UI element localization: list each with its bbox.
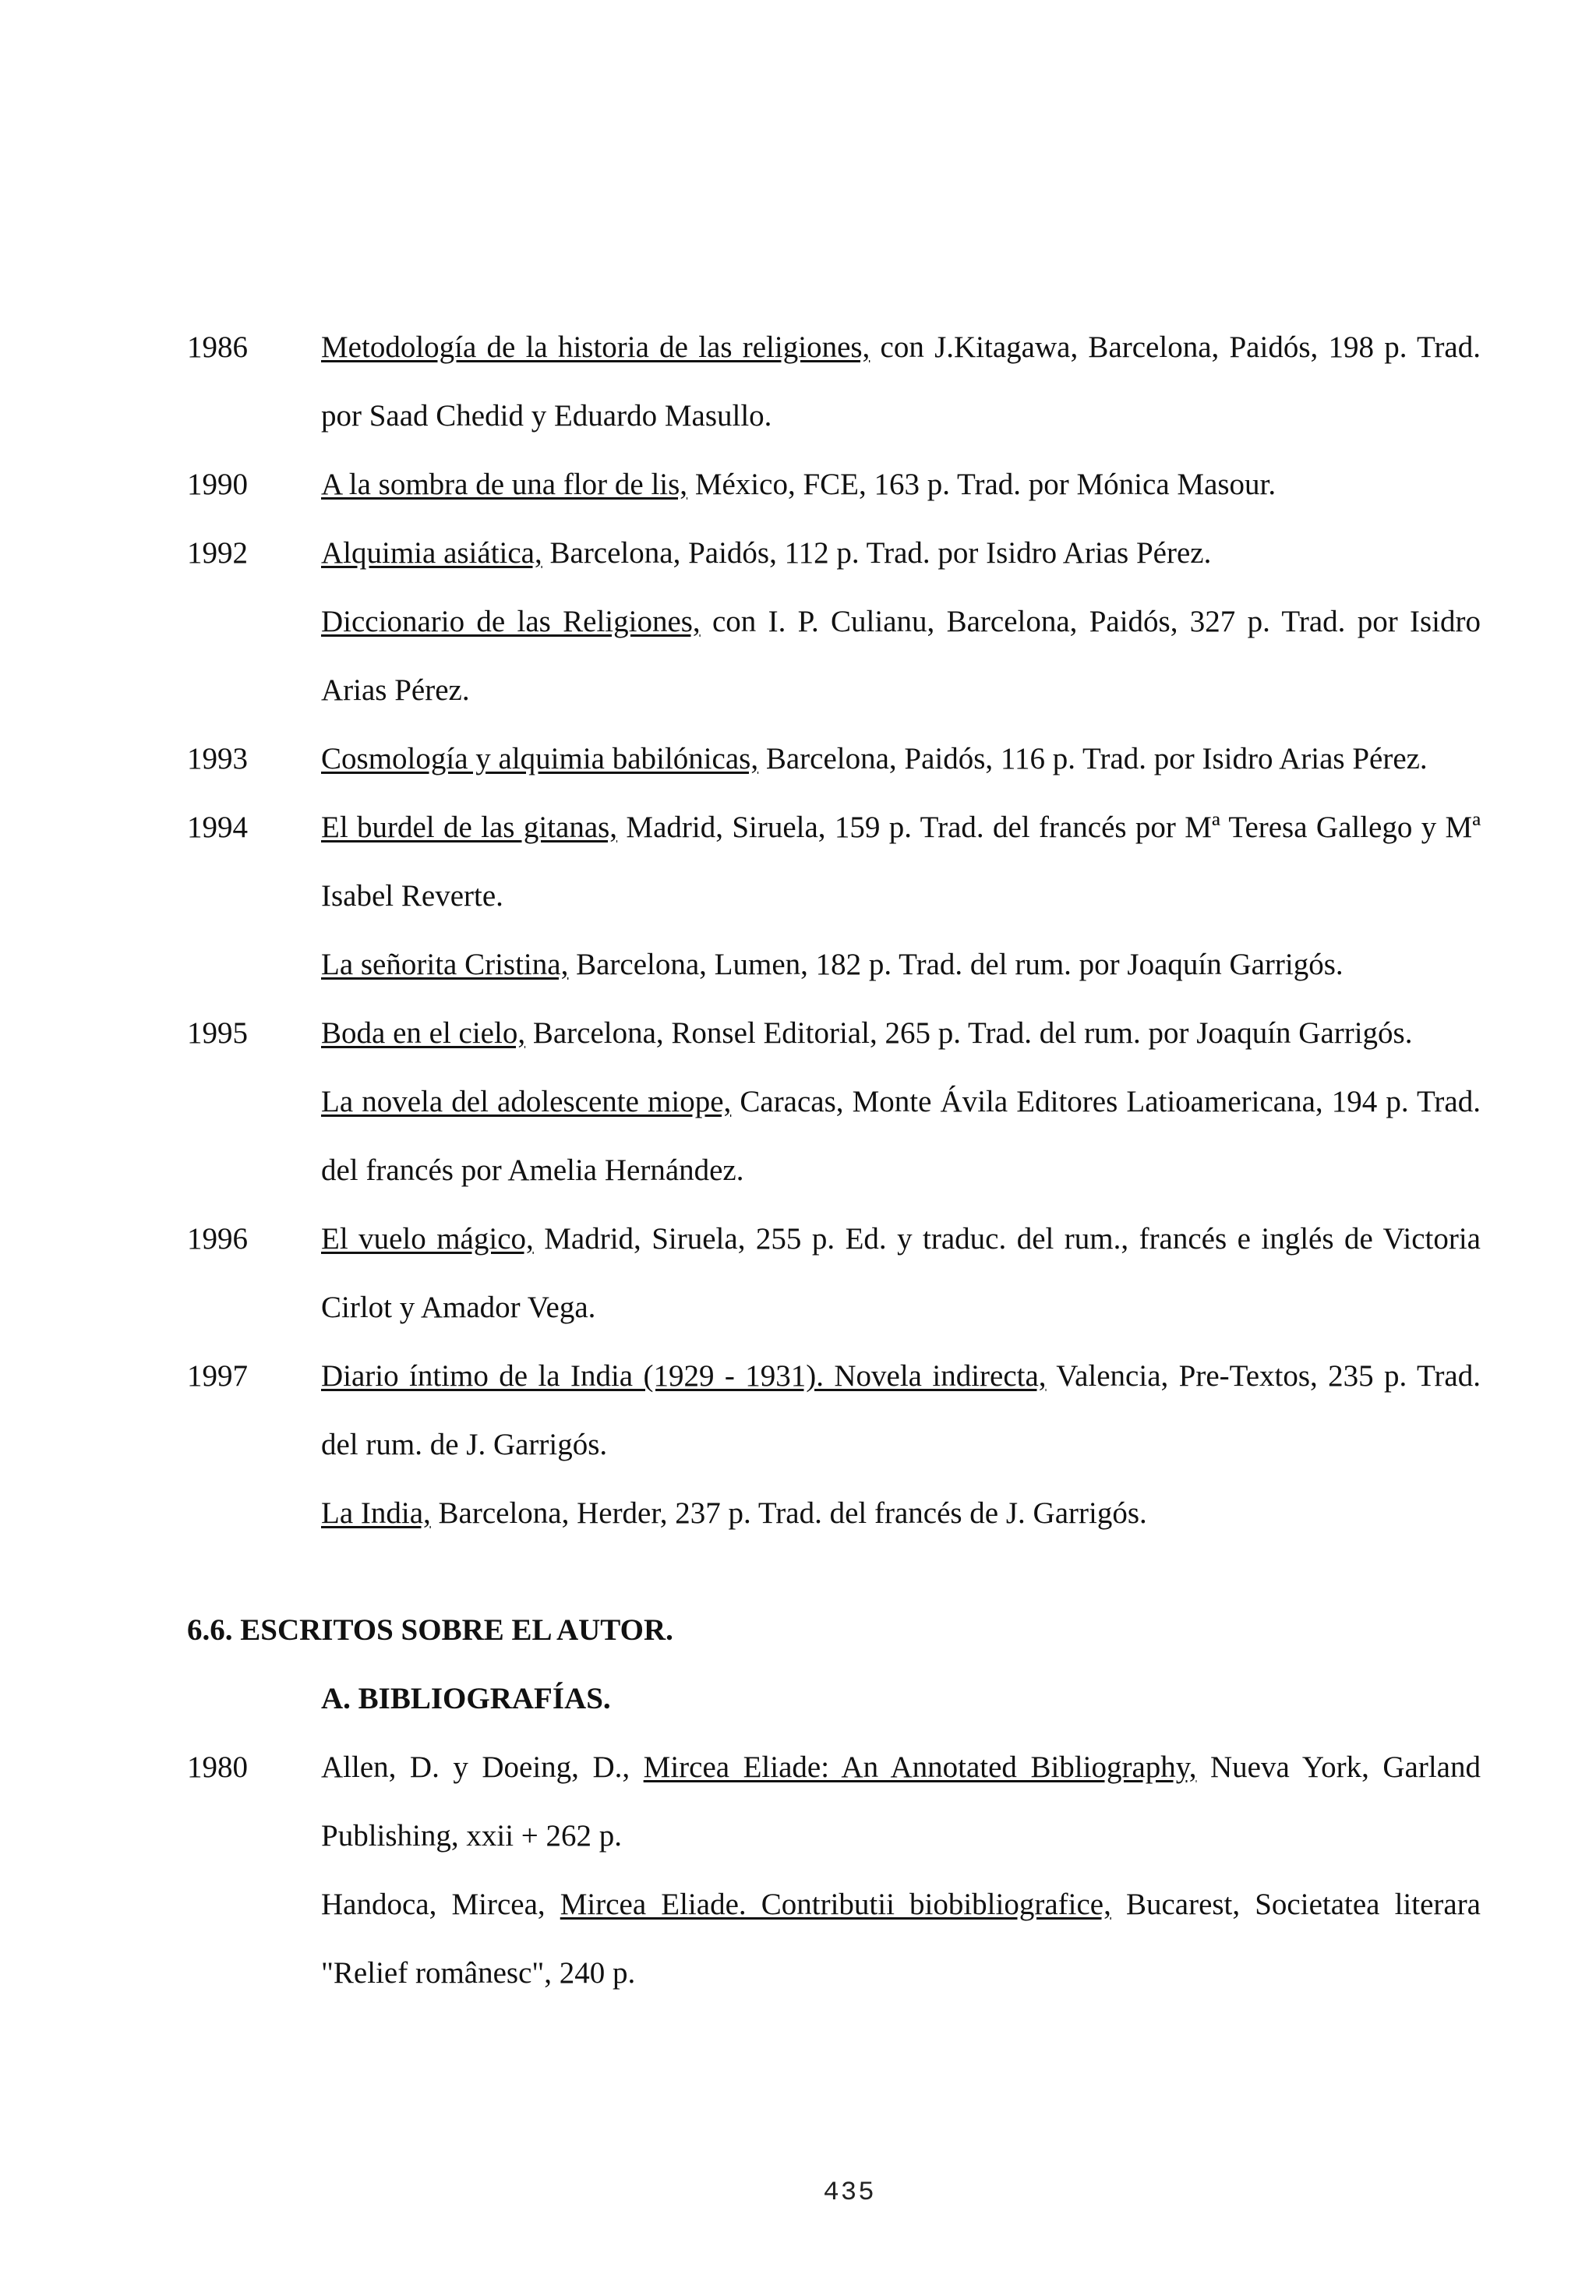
entry-year: 1994	[187, 811, 248, 844]
entry-year: 1997	[187, 1359, 248, 1393]
work-item	[321, 1870, 1481, 2008]
work-item	[321, 725, 1481, 793]
work-item	[321, 1733, 1481, 1870]
work-details: Bucarest, Societatea literara "Relief românesc", 240 p.	[321, 1888, 1481, 1990]
work-details: Nueva York, Garland Publishing, xxii + 262 p.	[321, 1750, 1481, 1853]
work-title: La novela del adolescente miope,	[321, 1085, 732, 1118]
work-details: Barcelona, Lumen, 182 p. Trad. del rum. por Joaquín Garrigós.	[568, 948, 1344, 981]
entry-year: 1996	[187, 1222, 248, 1256]
entry-works	[321, 1342, 1481, 1548]
work-item	[321, 1205, 1481, 1342]
work-authors: Handoca, Mircea,	[321, 1888, 560, 1921]
work-item	[321, 588, 1481, 725]
work-title: Boda en el cielo,	[321, 1016, 526, 1050]
page-number: 435	[823, 2178, 876, 2208]
entry-1986	[187, 313, 1481, 450]
work-details: Madrid, Siruela, 159 p. Trad. del francés por Mª Teresa Gallego y Mª Isabel Reverte.	[321, 811, 1481, 913]
work-title: Diccionario de las Religiones,	[321, 605, 701, 638]
entry-works	[321, 313, 1481, 450]
work-details: con I. P. Culianu, Barcelona, Paidós, 327 p. Trad. por Isidro Arias Pérez.	[321, 605, 1481, 707]
work-item	[321, 450, 1481, 519]
entry-year: 1990	[187, 468, 248, 501]
entry-works	[321, 793, 1481, 999]
section-heading: 6.6. ESCRITOS SOBRE EL AUTOR.	[187, 1613, 673, 1647]
work-title: Diario íntimo de la India (1929 - 1931). Novela indirecta,	[321, 1359, 1047, 1393]
work-item	[321, 313, 1481, 450]
entry-year: 1992	[187, 536, 248, 570]
entry-works	[321, 450, 1481, 519]
entry-year: 1980	[187, 1750, 248, 1784]
work-item	[321, 793, 1481, 931]
work-title: Mircea Eliade. Contributii biobibliografice,	[560, 1888, 1111, 1921]
work-title: La India,	[321, 1496, 431, 1530]
work-details: Barcelona, Paidós, 116 p. Trad. por Isidro Arias Pérez.	[758, 742, 1428, 775]
entry-1994	[187, 793, 1481, 999]
entry-1997	[187, 1342, 1481, 1548]
bibliography-list	[187, 313, 1481, 2008]
work-title: Metodología de la historia de las religiones,	[321, 330, 870, 364]
work-details: Caracas, Monte Ávila Editores Latioamericana, 194 p. Trad. del francés por Amelia Hernández.	[321, 1085, 1481, 1187]
work-title: Alquimia asiática,	[321, 536, 542, 570]
work-details: Barcelona, Herder, 237 p. Trad. del francés de J. Garrigós.	[430, 1496, 1147, 1530]
work-item	[321, 1479, 1481, 1548]
entry-works	[321, 519, 1481, 725]
work-details: México, FCE, 163 p. Trad. por Mónica Masour.	[687, 468, 1276, 501]
section-subheading: A. BIBLIOGRAFÍAS.	[321, 1682, 611, 1715]
work-details: Barcelona, Paidós, 112 p. Trad. por Isidro Arias Pérez.	[542, 536, 1212, 570]
entry-works	[321, 999, 1481, 1205]
work-title: El vuelo mágico,	[321, 1222, 534, 1256]
entry-1995	[187, 999, 1481, 1205]
work-title: La señorita Cristina,	[321, 948, 569, 981]
work-item	[321, 999, 1481, 1068]
work-details: con J.Kitagawa, Barcelona, Paidós, 198 p. Trad. por Saad Chedid y Eduardo Masullo.	[321, 330, 1481, 433]
work-item	[321, 1342, 1481, 1479]
work-details: Barcelona, Ronsel Editorial, 265 p. Trad. del rum. por Joaquín Garrigós.	[525, 1016, 1413, 1050]
entry-year: 1995	[187, 1016, 248, 1050]
entry-year: 1986	[187, 330, 248, 364]
work-item	[321, 931, 1481, 999]
entry-1993	[187, 725, 1481, 793]
entry-1992	[187, 519, 1481, 725]
entry-1980	[187, 1733, 1481, 2008]
work-title: El burdel de las gitanas,	[321, 811, 618, 844]
work-item	[321, 519, 1481, 588]
work-item	[321, 1068, 1481, 1205]
entry-works	[321, 1733, 1481, 2008]
work-authors: Allen, D. y Doeing, D.,	[321, 1750, 644, 1784]
work-title: Mircea Eliade: An Annotated Bibliography,	[643, 1750, 1197, 1784]
entry-works	[321, 1205, 1481, 1342]
entry-year: 1993	[187, 742, 248, 775]
entry-1996	[187, 1205, 1481, 1342]
work-details: Valencia, Pre-Textos, 235 p. Trad. del rum. de J. Garrigós.	[321, 1359, 1481, 1461]
entry-works	[321, 725, 1481, 793]
work-title: A la sombra de una flor de lis,	[321, 468, 688, 501]
work-details: Madrid, Siruela, 255 p. Ed. y traduc. del rum., francés e inglés de Victoria Cirlot y Amador Vega.	[321, 1222, 1481, 1324]
work-title: Cosmología y alquimia babilónicas,	[321, 742, 759, 775]
entry-1990	[187, 450, 1481, 519]
